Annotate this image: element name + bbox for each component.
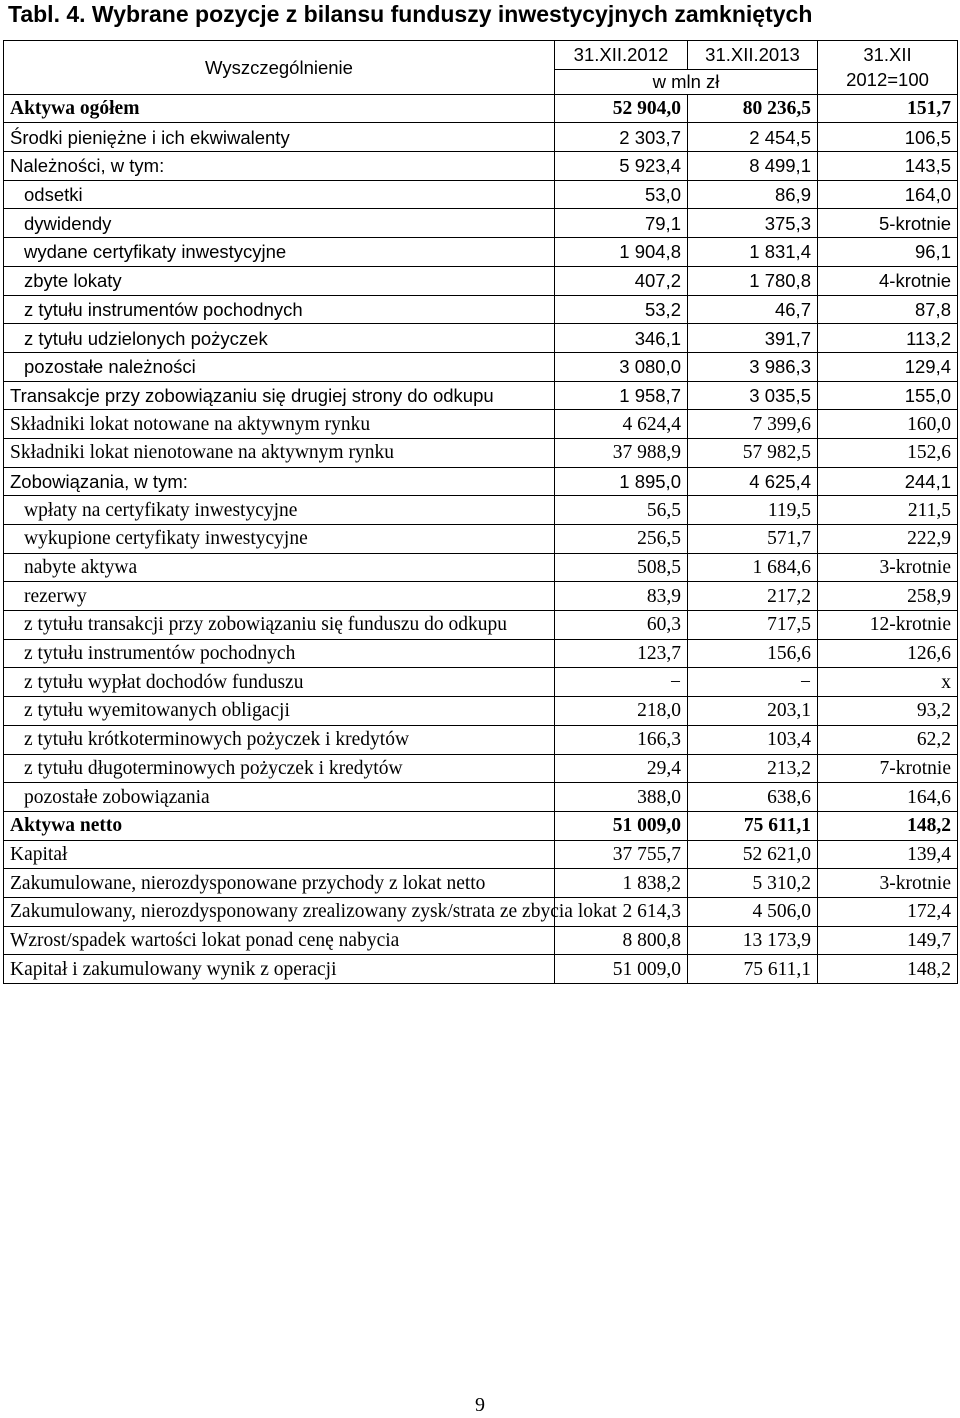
row-label: Składniki lokat nienotowane na aktywnym rynku bbox=[4, 438, 555, 467]
value-index: 129,4 bbox=[818, 352, 958, 381]
value-index: 164,6 bbox=[818, 783, 958, 812]
value-2012: 388,0 bbox=[555, 783, 688, 812]
value-2012: 256,5 bbox=[555, 525, 688, 554]
value-index: 149,7 bbox=[818, 926, 958, 955]
value-index: 96,1 bbox=[818, 238, 958, 267]
value-2013: 3 035,5 bbox=[688, 381, 818, 410]
value-2013: 13 173,9 bbox=[688, 926, 818, 955]
value-index: 113,2 bbox=[818, 324, 958, 353]
value-2012: 1 838,2 bbox=[555, 869, 688, 898]
value-2013: 46,7 bbox=[688, 295, 818, 324]
table-row bbox=[4, 410, 958, 439]
value-index: 87,8 bbox=[818, 295, 958, 324]
value-2012: 1 904,8 bbox=[555, 238, 688, 267]
table-row bbox=[4, 582, 958, 611]
value-index: 172,4 bbox=[818, 897, 958, 926]
table-row bbox=[4, 668, 958, 697]
value-2013: 1 684,6 bbox=[688, 553, 818, 582]
value-2013: 5 310,2 bbox=[688, 869, 818, 898]
value-2013: 52 621,0 bbox=[688, 840, 818, 869]
table-row bbox=[4, 639, 958, 668]
row-label: wykupione certyfikaty inwestycyjne bbox=[4, 525, 555, 554]
table-row bbox=[4, 955, 958, 984]
table-row bbox=[4, 123, 958, 152]
row-label: z tytułu instrumentów pochodnych bbox=[4, 639, 555, 668]
table-row bbox=[4, 611, 958, 640]
value-index: x bbox=[818, 668, 958, 697]
row-label: z tytułu wypłat dochodów funduszu bbox=[4, 668, 555, 697]
table-row bbox=[4, 811, 958, 840]
table-row bbox=[4, 180, 958, 209]
page-number: 9 bbox=[475, 1394, 485, 1416]
value-2012: 29,4 bbox=[555, 754, 688, 783]
value-2013: 7 399,6 bbox=[688, 410, 818, 439]
row-label: odsetki bbox=[4, 180, 555, 209]
value-2012: 2 614,3 bbox=[555, 897, 688, 926]
table-row bbox=[4, 324, 958, 353]
value-2013: 3 986,3 bbox=[688, 352, 818, 381]
value-index: 151,7 bbox=[818, 94, 958, 123]
value-index: 155,0 bbox=[818, 381, 958, 410]
value-2012: 60,3 bbox=[555, 611, 688, 640]
row-label: Zobowiązania, w tym: bbox=[4, 467, 555, 496]
row-label: dywidendy bbox=[4, 209, 555, 238]
value-2013: 103,4 bbox=[688, 725, 818, 754]
value-index: 126,6 bbox=[818, 639, 958, 668]
value-2012: 166,3 bbox=[555, 725, 688, 754]
table-row bbox=[4, 754, 958, 783]
value-2012: 37 755,7 bbox=[555, 840, 688, 869]
value-index: 4-krotnie bbox=[818, 266, 958, 295]
row-label: z tytułu udzielonych pożyczek bbox=[4, 324, 555, 353]
value-index: 244,1 bbox=[818, 467, 958, 496]
row-label: nabyte aktywa bbox=[4, 553, 555, 582]
row-label: Zakumulowany, nierozdysponowany zrealizowany zysk/strata ze zbycia lokat bbox=[4, 897, 555, 926]
row-label: z tytułu krótkoterminowych pożyczek i kredytów bbox=[4, 725, 555, 754]
row-label: Aktywa ogółem bbox=[4, 94, 555, 123]
value-2013: 75 611,1 bbox=[688, 955, 818, 984]
value-2012: 83,9 bbox=[555, 582, 688, 611]
row-label: z tytułu długoterminowych pożyczek i kredytów bbox=[4, 754, 555, 783]
value-2012: 56,5 bbox=[555, 496, 688, 525]
value-index: 106,5 bbox=[818, 123, 958, 152]
table-title: Tabl. 4. Wybrane pozycje z bilansu funduszy inwestycyjnych zamkniętych bbox=[8, 1, 813, 27]
row-label: z tytułu transakcji przy zobowiązaniu się funduszu do odkupu bbox=[4, 611, 555, 640]
table-row bbox=[4, 295, 958, 324]
header-label: Wyszczególnienie bbox=[4, 41, 555, 95]
row-label: pozostałe należności bbox=[4, 352, 555, 381]
table-row bbox=[4, 897, 958, 926]
value-2013: − bbox=[688, 668, 818, 697]
row-label: Wzrost/spadek wartości lokat ponad cenę nabycia bbox=[4, 926, 555, 955]
row-label: Transakcje przy zobowiązaniu się drugiej strony do odkupu bbox=[4, 381, 555, 410]
value-index: 12-krotnie bbox=[818, 611, 958, 640]
table-row bbox=[4, 697, 958, 726]
row-label: Środki pieniężne i ich ekwiwalenty bbox=[4, 123, 555, 152]
table-row bbox=[4, 783, 958, 812]
value-2013: 119,5 bbox=[688, 496, 818, 525]
value-2013: 8 499,1 bbox=[688, 152, 818, 181]
value-index: 148,2 bbox=[818, 811, 958, 840]
value-index: 62,2 bbox=[818, 725, 958, 754]
table-row bbox=[4, 840, 958, 869]
value-2013: 57 982,5 bbox=[688, 438, 818, 467]
value-index: 160,0 bbox=[818, 410, 958, 439]
value-2013: 2 454,5 bbox=[688, 123, 818, 152]
value-2013: 217,2 bbox=[688, 582, 818, 611]
table-row bbox=[4, 725, 958, 754]
table-row bbox=[4, 438, 958, 467]
value-index: 164,0 bbox=[818, 180, 958, 209]
value-2012: 218,0 bbox=[555, 697, 688, 726]
table-row bbox=[4, 467, 958, 496]
value-2012: 407,2 bbox=[555, 266, 688, 295]
value-index: 3-krotnie bbox=[818, 869, 958, 898]
value-2013: 4 506,0 bbox=[688, 897, 818, 926]
row-label: Składniki lokat notowane na aktywnym rynku bbox=[4, 410, 555, 439]
value-2013: 391,7 bbox=[688, 324, 818, 353]
header-row-1 bbox=[4, 41, 958, 70]
value-index: 258,9 bbox=[818, 582, 958, 611]
header-col-index-line1: 31.XII bbox=[863, 44, 912, 66]
value-2012: 1 895,0 bbox=[555, 467, 688, 496]
value-2012: 3 080,0 bbox=[555, 352, 688, 381]
value-index: 152,6 bbox=[818, 438, 958, 467]
value-2012: 8 800,8 bbox=[555, 926, 688, 955]
value-2012: 53,2 bbox=[555, 295, 688, 324]
value-2013: 86,9 bbox=[688, 180, 818, 209]
row-label: Kapitał i zakumulowany wynik z operacji bbox=[4, 955, 555, 984]
value-2013: 717,5 bbox=[688, 611, 818, 640]
row-label: Aktywa netto bbox=[4, 811, 555, 840]
value-2013: 203,1 bbox=[688, 697, 818, 726]
value-2012: 123,7 bbox=[555, 639, 688, 668]
value-2013: 4 625,4 bbox=[688, 467, 818, 496]
value-2013: 1 780,8 bbox=[688, 266, 818, 295]
value-index: 3-krotnie bbox=[818, 553, 958, 582]
header-col-index-line2: 2012=100 bbox=[846, 69, 929, 91]
value-index: 148,2 bbox=[818, 955, 958, 984]
row-label: wpłaty na certyfikaty inwestycyjne bbox=[4, 496, 555, 525]
table-row bbox=[4, 381, 958, 410]
value-2012: 346,1 bbox=[555, 324, 688, 353]
table-row bbox=[4, 352, 958, 381]
row-label: Kapitał bbox=[4, 840, 555, 869]
value-2012: 51 009,0 bbox=[555, 955, 688, 984]
value-2013: 156,6 bbox=[688, 639, 818, 668]
value-2013: 638,6 bbox=[688, 783, 818, 812]
table-row bbox=[4, 152, 958, 181]
row-label: pozostałe zobowiązania bbox=[4, 783, 555, 812]
value-2012: 5 923,4 bbox=[555, 152, 688, 181]
value-index: 139,4 bbox=[818, 840, 958, 869]
value-index: 143,5 bbox=[818, 152, 958, 181]
value-2013: 1 831,4 bbox=[688, 238, 818, 267]
row-label: zbyte lokaty bbox=[4, 266, 555, 295]
value-2012: 1 958,7 bbox=[555, 381, 688, 410]
table-row bbox=[4, 209, 958, 238]
table-row bbox=[4, 496, 958, 525]
header-unit: w mln zł bbox=[555, 69, 818, 94]
balance-table bbox=[3, 40, 958, 984]
value-2012: 52 904,0 bbox=[555, 94, 688, 123]
table-row bbox=[4, 525, 958, 554]
value-2013: 375,3 bbox=[688, 209, 818, 238]
value-2012: 37 988,9 bbox=[555, 438, 688, 467]
value-2013: 571,7 bbox=[688, 525, 818, 554]
table-row bbox=[4, 94, 958, 123]
value-2012: 508,5 bbox=[555, 553, 688, 582]
header-col-index bbox=[818, 41, 958, 95]
value-index: 7-krotnie bbox=[818, 754, 958, 783]
value-2013: 80 236,5 bbox=[688, 94, 818, 123]
value-2012: 79,1 bbox=[555, 209, 688, 238]
value-index: 93,2 bbox=[818, 697, 958, 726]
table-row bbox=[4, 869, 958, 898]
value-2013: 213,2 bbox=[688, 754, 818, 783]
value-index: 5-krotnie bbox=[818, 209, 958, 238]
value-2012: 4 624,4 bbox=[555, 410, 688, 439]
header-col-2013: 31.XII.2013 bbox=[688, 41, 818, 70]
header-col-2012: 31.XII.2012 bbox=[555, 41, 688, 70]
value-2012: 2 303,7 bbox=[555, 123, 688, 152]
row-label: wydane certyfikaty inwestycyjne bbox=[4, 238, 555, 267]
table-row bbox=[4, 553, 958, 582]
value-2013: 75 611,1 bbox=[688, 811, 818, 840]
row-label: z tytułu wyemitowanych obligacji bbox=[4, 697, 555, 726]
row-label: Należności, w tym: bbox=[4, 152, 555, 181]
table-row bbox=[4, 266, 958, 295]
value-index: 211,5 bbox=[818, 496, 958, 525]
table-row bbox=[4, 926, 958, 955]
value-2012: − bbox=[555, 668, 688, 697]
table-row bbox=[4, 238, 958, 267]
value-2012: 51 009,0 bbox=[555, 811, 688, 840]
value-2012: 53,0 bbox=[555, 180, 688, 209]
row-label: z tytułu instrumentów pochodnych bbox=[4, 295, 555, 324]
row-label: Zakumulowane, nierozdysponowane przychody z lokat netto bbox=[4, 869, 555, 898]
value-index: 222,9 bbox=[818, 525, 958, 554]
row-label: rezerwy bbox=[4, 582, 555, 611]
